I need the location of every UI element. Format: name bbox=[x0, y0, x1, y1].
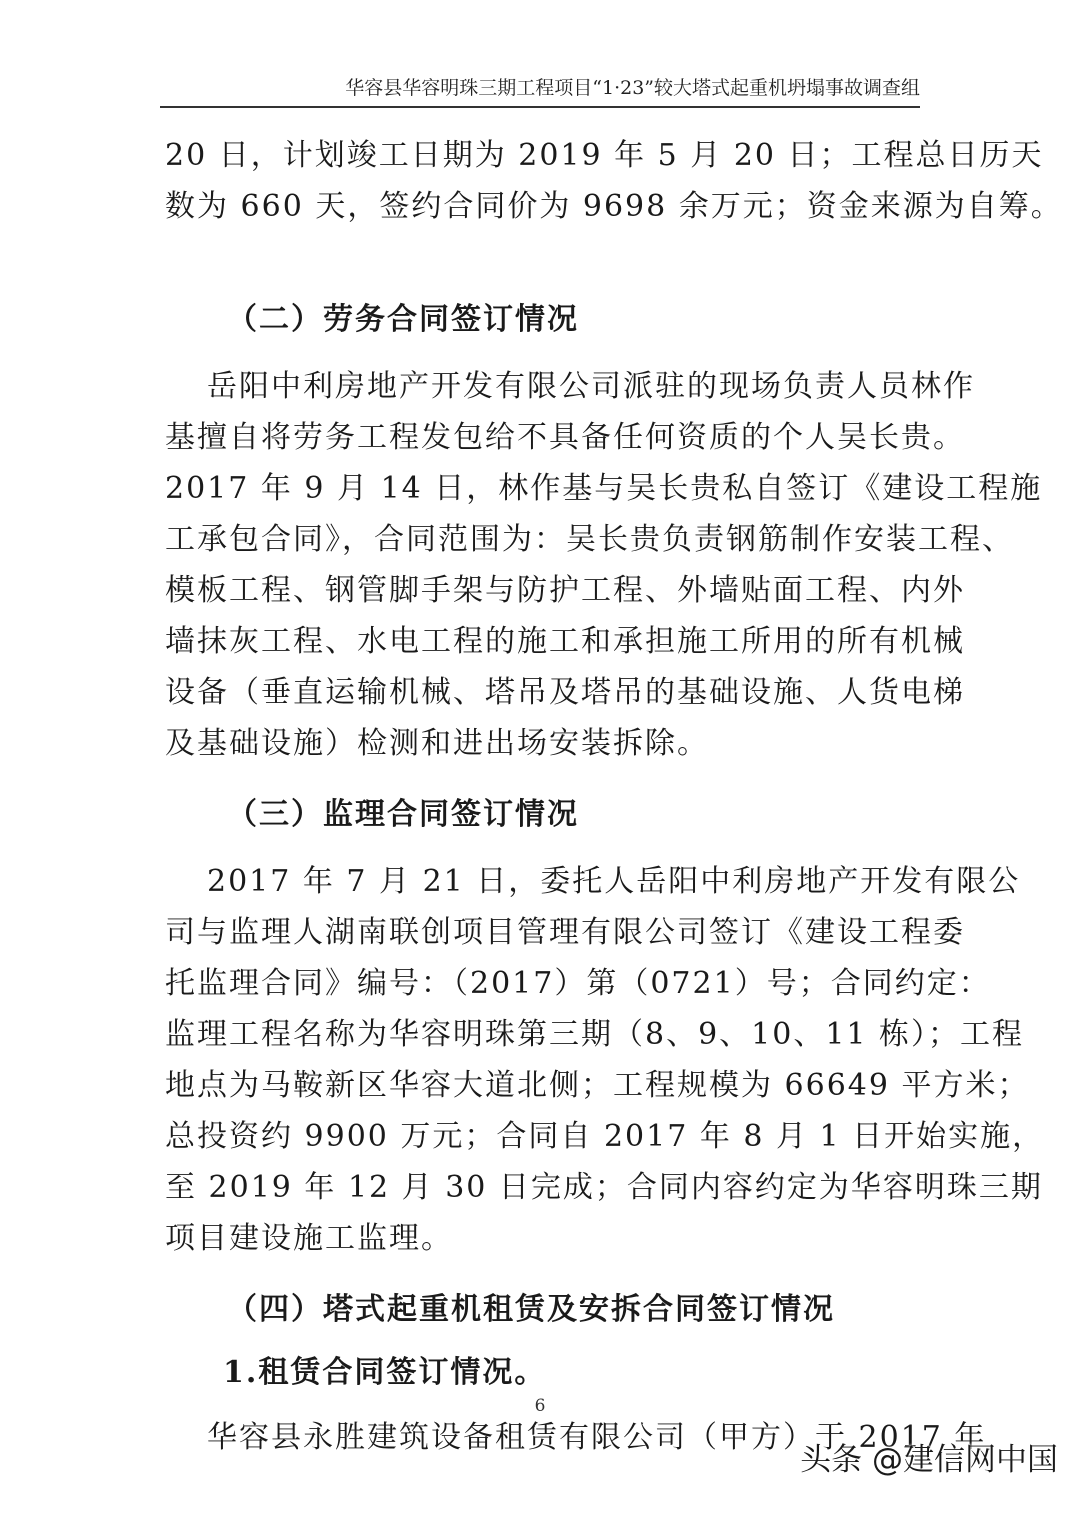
paragraph-line: 司与监理人湖南联创项目管理有限公司签订《建设工程委 bbox=[165, 915, 965, 950]
intro-line: 数为 660 天，签约合同价为 9698 余万元；资金来源为自筹。 bbox=[165, 189, 1063, 224]
paragraph-line: 华容县永胜建筑设备租赁有限公司（甲方）于 2017 年 bbox=[207, 1420, 987, 1455]
paragraph-line: 监理工程名称为华容明珠第三期（8、9、10、11 栋）；工程 bbox=[165, 1017, 1025, 1052]
section-heading: （三）监理合同签订情况 bbox=[227, 797, 579, 832]
paragraph-line: 工承包合同》，合同范围为：吴长贵负责钢筋制作安装工程、 bbox=[165, 522, 1014, 557]
paragraph-line: 设备（垂直运输机械、塔吊及塔吊的基础设施、人货电梯 bbox=[165, 675, 965, 710]
watermark-text: 头条 @建信网中国 bbox=[800, 1442, 1058, 1478]
header-title: 华容县华容明珠三期工程项目“1·23”较大塔式起重机坍塌事故调查组 bbox=[345, 77, 920, 99]
paragraph-line: 墙抹灰工程、水电工程的施工和承担施工所用的所有机械 bbox=[165, 624, 965, 659]
intro-line: 20 日，计划竣工日期为 2019 年 5 月 20 日；工程总日历天 bbox=[165, 138, 1044, 173]
paragraph-line: 模板工程、钢管脚手架与防护工程、外墙贴面工程、内外 bbox=[165, 573, 965, 608]
paragraph-line: 2017 年 9 月 14 日，林作基与吴长贵私自签订《建设工程施 bbox=[165, 471, 1043, 506]
paragraph-line: 托监理合同》编号：（2017）第（0721）号；合同约定： bbox=[165, 966, 991, 1001]
paragraph-line: 总投资约 9900 万元；合同自 2017 年 8 月 1 日开始实施， bbox=[165, 1119, 1045, 1154]
paragraph-line: 及基础设施）检测和进出场安装拆除。 bbox=[165, 726, 709, 761]
page-number: 6 bbox=[534, 1396, 546, 1416]
paragraph-line: 2017 年 7 月 21 日，委托人岳阳中利房地产开发有限公 bbox=[207, 864, 1021, 899]
paragraph-line: 基擅自将劳务工程发包给不具备任何资质的个人吴长贵。 bbox=[165, 420, 965, 455]
paragraph-line: 至 2019 年 12 月 30 日完成；合同内容约定为华容明珠三期 bbox=[165, 1170, 1043, 1205]
paragraph-line: 项目建设施工监理。 bbox=[165, 1221, 453, 1256]
paragraph-line: 岳阳中利房地产开发有限公司派驻的现场负责人员林作 bbox=[207, 369, 975, 404]
subsection-heading: 1.租赁合同签订情况。 bbox=[223, 1355, 547, 1390]
section-heading: （二）劳务合同签订情况 bbox=[227, 302, 579, 337]
section-heading: （四）塔式起重机租赁及安拆合同签订情况 bbox=[227, 1292, 835, 1327]
paragraph-line: 地点为马鞍新区华容大道北侧；工程规模为 66649 平方米； bbox=[165, 1068, 1030, 1103]
document-header bbox=[160, 70, 920, 108]
